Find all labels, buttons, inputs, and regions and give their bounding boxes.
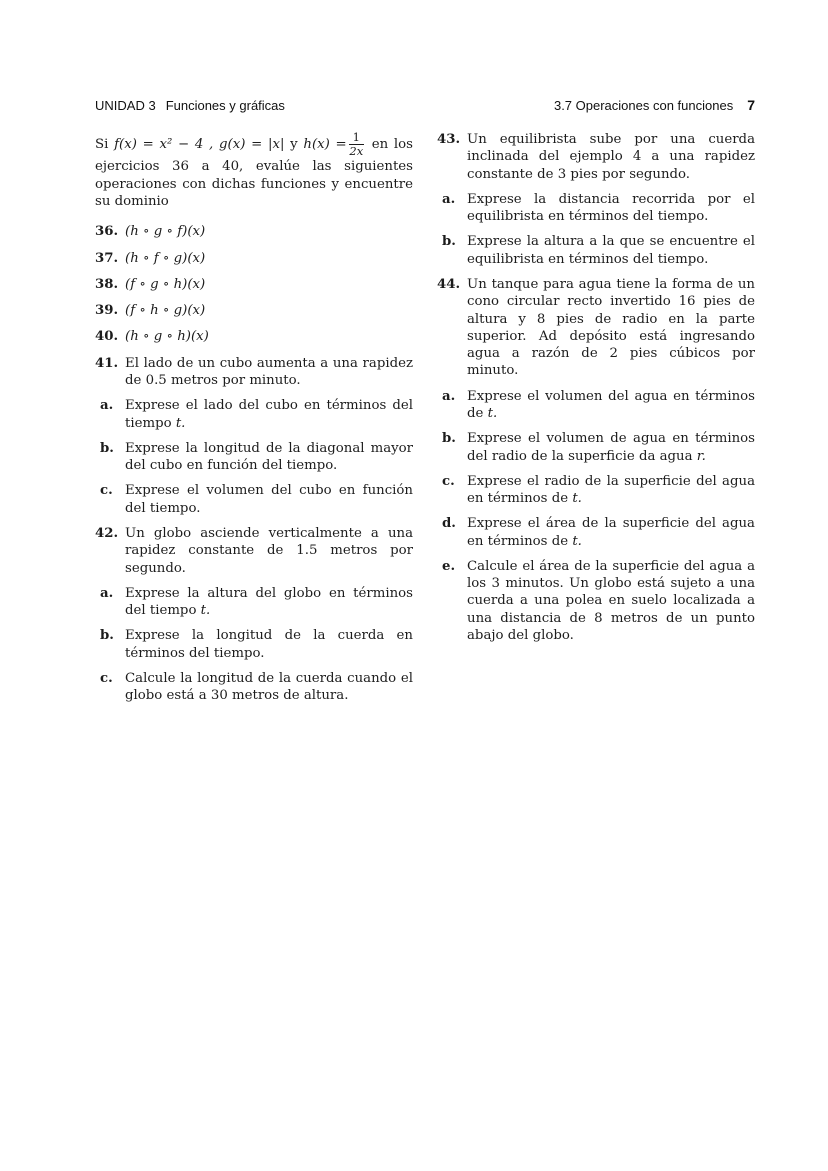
exercise-43 bbox=[437, 131, 755, 183]
item-text: Un equilibrista sube por una cuerda inclinada del ejemplo 4 a una rapidez constante de 3 pies por segundo. bbox=[467, 132, 755, 182]
exercise-43b bbox=[437, 233, 755, 268]
item-letter: b. bbox=[442, 431, 456, 447]
exercise-37 bbox=[95, 250, 413, 267]
exercise-39 bbox=[95, 302, 413, 319]
item-text: Calcule el área de la superficie del agua a los 3 minutos. Un globo está sujeto a una cuerda a una polea en suelo localizada a una distancia de 8 metros de un punto abajo del globo. bbox=[467, 558, 755, 644]
item-number: 42. bbox=[95, 525, 119, 541]
item-number: 36. bbox=[95, 224, 119, 240]
exercise-41c bbox=[95, 482, 413, 517]
item-expression: (f ∘ h ∘ g)(x) bbox=[125, 303, 206, 319]
page-number: 7 bbox=[747, 97, 755, 113]
item-letter: b. bbox=[100, 440, 114, 456]
exercise-42c bbox=[95, 670, 413, 705]
exercise-44e bbox=[437, 558, 755, 644]
item-text: Exprese la altura a la que se encuentre el equilibrista en términos del tiempo. bbox=[467, 234, 755, 267]
item-text: Calcule la longitud de la cuerda cuando el globo está a 30 metros de altura. bbox=[125, 670, 413, 704]
item-letter: a. bbox=[442, 388, 456, 404]
item-text: Exprese el radio de la superficie del agua en términos de t. bbox=[467, 473, 755, 507]
function-f-definition: f(x) = x² − 4 , bbox=[114, 137, 214, 153]
item-number: 39. bbox=[95, 303, 119, 319]
item-text: El lado de un cubo aumenta a una rapidez de 0.5 metros por minuto. bbox=[125, 355, 413, 388]
item-expression: (h ∘ g ∘ f)(x) bbox=[125, 224, 206, 240]
fraction-denominator: 2x bbox=[349, 144, 364, 159]
intro-pre: Si bbox=[95, 137, 109, 153]
exercise-42b bbox=[95, 627, 413, 662]
fraction-numerator: 1 bbox=[349, 131, 364, 145]
exercise-41b bbox=[95, 440, 413, 475]
item-number: 40. bbox=[95, 329, 119, 345]
exercise-41a bbox=[95, 397, 413, 432]
function-h-definition: h(x) = bbox=[303, 137, 347, 153]
item-text: Exprese el volumen de agua en términos del radio de la superficie da agua r. bbox=[467, 431, 755, 464]
item-text: Exprese la longitud de la diagonal mayor del cubo en función del tiempo. bbox=[125, 440, 413, 474]
variable-t: t. bbox=[483, 405, 498, 421]
function-g-definition: g(x) = |x| bbox=[219, 137, 285, 153]
item-text: Exprese la altura del globo en términos del tiempo t. bbox=[125, 585, 413, 619]
page-content bbox=[95, 131, 755, 712]
chapter-title: Funciones y gráficas bbox=[165, 98, 285, 113]
exercise-41 bbox=[95, 355, 413, 390]
intro-post: en los ejercicios 36 a 40, evalúe las siguientes operaciones con dichas funciones y encuentre su dominio bbox=[95, 137, 413, 209]
running-head-left bbox=[95, 98, 285, 113]
item-letter: a. bbox=[442, 191, 456, 207]
item-text: Un globo asciende verticalmente a una rapidez constante de 1.5 metros por segundo. bbox=[125, 525, 413, 576]
page-header bbox=[95, 97, 755, 113]
unit-label: UNIDAD 3 bbox=[95, 98, 156, 113]
item-letter: b. bbox=[100, 628, 114, 644]
exercise-42 bbox=[95, 525, 413, 577]
variable-t: t. bbox=[568, 533, 582, 549]
item-text: Exprese el lado del cubo en términos del tiempo t. bbox=[125, 398, 413, 431]
item-letter: a. bbox=[100, 585, 114, 601]
running-head-right bbox=[554, 97, 755, 113]
item-letter: c. bbox=[100, 483, 113, 499]
item-number: 43. bbox=[437, 132, 461, 147]
variable-r: r. bbox=[692, 448, 706, 464]
exercise-44b bbox=[437, 430, 755, 465]
item-number: 44. bbox=[437, 276, 461, 292]
item-number: 41. bbox=[95, 355, 119, 371]
fraction bbox=[349, 131, 364, 158]
item-expression: (h ∘ g ∘ h)(x) bbox=[125, 329, 209, 345]
exercise-instructions bbox=[95, 131, 413, 210]
item-letter: c. bbox=[442, 473, 455, 489]
variable-t: t. bbox=[171, 415, 186, 431]
variable-t: t. bbox=[568, 491, 582, 507]
right-column bbox=[437, 131, 755, 712]
exercise-44a bbox=[437, 388, 755, 423]
exercise-43a bbox=[437, 191, 755, 226]
item-letter: a. bbox=[100, 398, 114, 414]
item-text: Exprese el volumen del agua en términos de t. bbox=[467, 388, 755, 421]
exercise-44c bbox=[437, 473, 755, 508]
item-expression: (h ∘ f ∘ g)(x) bbox=[125, 250, 206, 266]
exercise-44 bbox=[437, 276, 755, 380]
item-letter: c. bbox=[100, 670, 113, 686]
section-title: 3.7 Operaciones con funciones bbox=[553, 98, 734, 113]
item-letter: e. bbox=[442, 558, 456, 574]
intro-conjunction: y bbox=[290, 137, 298, 153]
exercise-40 bbox=[95, 328, 413, 345]
item-number: 37. bbox=[95, 250, 119, 266]
item-text: Exprese el volumen del cubo en función del tiempo. bbox=[125, 483, 413, 516]
item-text: Exprese el área de la superficie del agua en términos de t. bbox=[467, 516, 755, 549]
item-text: Exprese la distancia recorrida por el equilibrista en términos del tiempo. bbox=[467, 191, 755, 225]
exercise-44d bbox=[437, 515, 755, 550]
item-letter: b. bbox=[442, 234, 456, 250]
item-letter: d. bbox=[442, 516, 456, 532]
item-text: Un tanque para agua tiene la forma de un cono circular recto invertido 16 pies de altura y 8 pies de radio en la parte superior. Ad depósito está ingresando agua a razón de 2 pies cúbicos por minuto. bbox=[467, 276, 755, 379]
exercise-36 bbox=[95, 223, 413, 240]
variable-t: t. bbox=[196, 603, 211, 619]
item-text: Exprese la longitud de la cuerda en términos del tiempo. bbox=[125, 628, 413, 661]
left-column bbox=[95, 131, 413, 712]
exercise-42a bbox=[95, 585, 413, 620]
exercise-38 bbox=[95, 276, 413, 293]
item-number: 38. bbox=[95, 276, 119, 292]
item-expression: (f ∘ g ∘ h)(x) bbox=[125, 276, 206, 292]
